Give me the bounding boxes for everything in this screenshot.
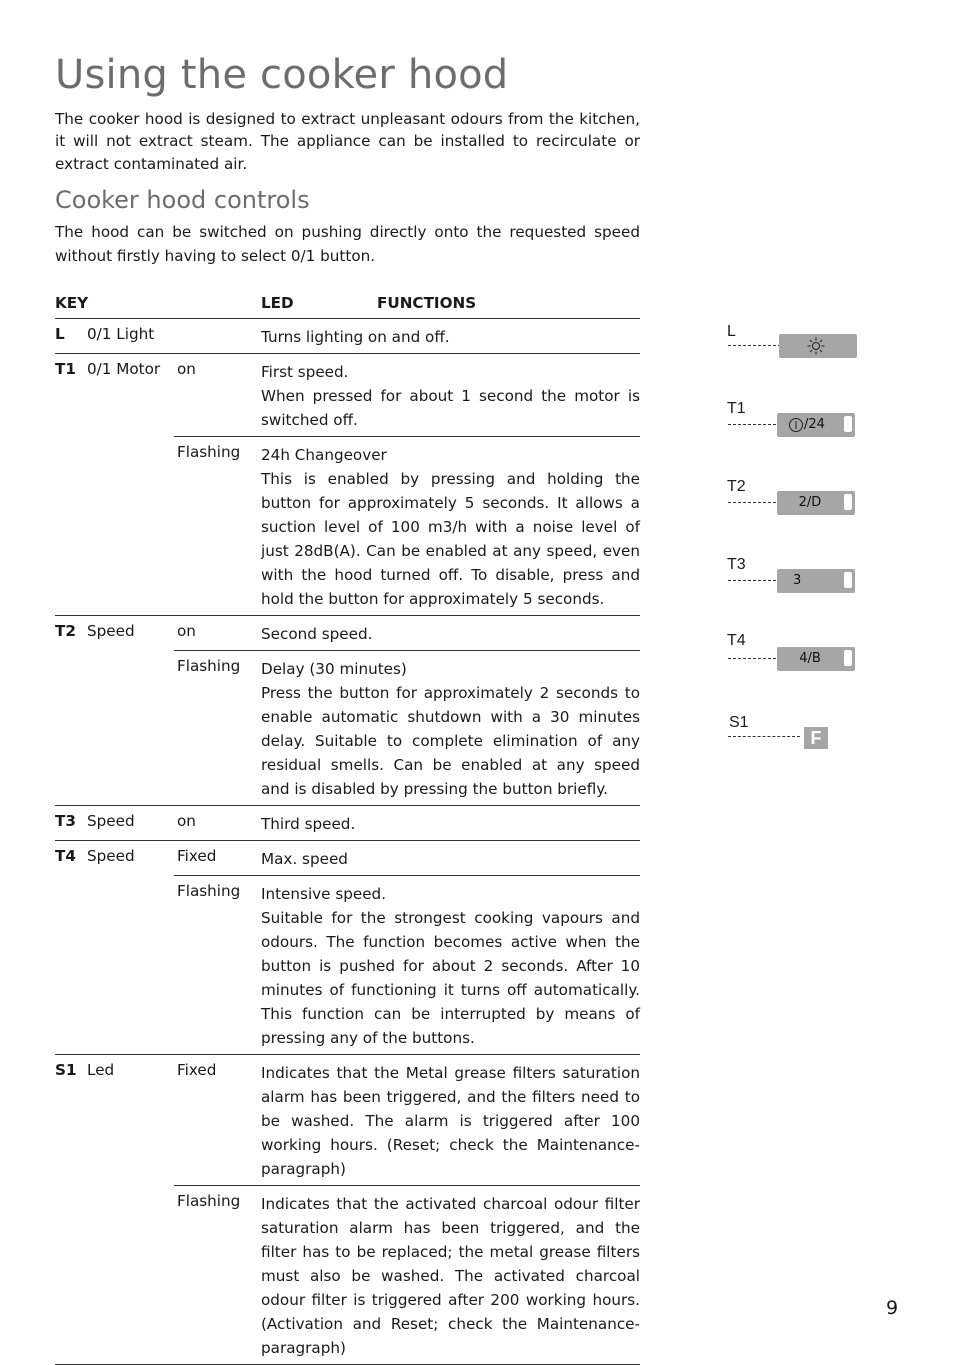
- key-name: 0/1 Light: [87, 325, 155, 343]
- table-row: [55, 841, 640, 1055]
- key-code: T2: [55, 622, 76, 640]
- table-entry: [174, 1186, 640, 1364]
- function-text: Second speed.: [261, 625, 373, 643]
- led-state: Fixed: [177, 1061, 217, 1079]
- table-entry: [55, 319, 640, 353]
- function-text: Third speed.: [261, 815, 356, 833]
- key-cell: [55, 622, 135, 640]
- button-text: 3: [793, 573, 802, 588]
- key-name: Led: [87, 1061, 115, 1079]
- panel-label: S1: [729, 714, 749, 731]
- key-code: T1: [55, 360, 76, 378]
- function-text: Delay (30 minutes) Press the button for approximately 2 seconds to enable automatic shutdown with a 30 minutes delay. Suitable to complete elimination of any residual smells. Can be enabled at any speed and is disabled by pressing the button briefly.: [261, 660, 640, 798]
- panel-label: L: [727, 323, 736, 340]
- table-header: [55, 290, 640, 319]
- panel-row-t1: [720, 400, 870, 430]
- panel-label: T2: [727, 478, 746, 495]
- key-name: 0/1 Motor: [87, 360, 161, 378]
- key-code: L: [55, 325, 65, 343]
- key-cell: [55, 847, 135, 865]
- table-entry: [174, 616, 640, 651]
- panel-row-t2: [720, 478, 870, 508]
- leader-line: [728, 736, 800, 737]
- table-entry: [174, 841, 640, 876]
- key-name: Speed: [87, 812, 135, 830]
- header-functions: FUNCTIONS: [377, 294, 477, 312]
- light-bulb-icon: [807, 337, 825, 355]
- table-entry: [174, 437, 640, 615]
- function-text: Max. speed: [261, 850, 348, 868]
- table-entry: [174, 876, 640, 1054]
- led-state: Flashing: [177, 443, 241, 461]
- led-indicator: [844, 572, 852, 588]
- function-text: Turns lighting on and off.: [261, 328, 450, 346]
- led-state: Fixed: [177, 847, 217, 865]
- key-code: S1: [55, 1061, 77, 1079]
- speed-2-button[interactable]: [777, 491, 855, 515]
- led-indicator: [844, 650, 852, 666]
- led-indicator: [844, 416, 852, 432]
- table-row: [55, 354, 640, 616]
- table-entry: [174, 806, 640, 840]
- filter-led-indicator: F: [804, 727, 828, 749]
- table-entry: [174, 354, 640, 437]
- header-key: KEY: [55, 294, 89, 312]
- table-row: [55, 806, 640, 841]
- led-state: Flashing: [177, 882, 241, 900]
- key-cell: [55, 1061, 114, 1079]
- panel-label: T4: [727, 632, 746, 649]
- page-title: Using the cooker hood: [55, 52, 509, 98]
- panel-label: T1: [727, 400, 746, 417]
- led-state: on: [177, 622, 196, 640]
- key-cell: [55, 812, 135, 830]
- controls-table: [55, 290, 640, 1365]
- function-text: 24h Changeover This is enabled by pressing and holding the button for approximately 5 seconds. It allows a suction level of 100 m3/h with a noise level of just 28dB(A). Can be enabled at any speed, even with the hood turned off. To disable, press and hold the button for approximately 5 seconds.: [261, 446, 640, 608]
- key-code: T3: [55, 812, 76, 830]
- table-row: [55, 319, 640, 354]
- header-led: LED: [261, 294, 294, 312]
- table-entry: [174, 651, 640, 805]
- controls-paragraph: The hood can be switched on pushing directly onto the requested speed without firstly having to select 0/1 button.: [55, 223, 640, 265]
- button-text: 2/D: [798, 495, 822, 510]
- panel-row-s1: [720, 714, 870, 748]
- panel-row-t4: [720, 632, 870, 666]
- panel-row-t3: [720, 556, 870, 586]
- section-title: Cooker hood controls: [55, 186, 310, 214]
- table-row: [55, 1055, 640, 1365]
- button-text: 4/B: [799, 651, 821, 666]
- function-text: Intensive speed. Suitable for the strongest cooking vapours and odours. The function becomes active when the button is pushed for about 2 seconds. After 10 minutes of functioning it turns off automatically. This function can be interrupted by means of pressing any of the buttons.: [261, 885, 640, 1047]
- light-button[interactable]: [779, 334, 857, 358]
- table-row: [55, 616, 640, 806]
- led-state: Flashing: [177, 1192, 241, 1210]
- button-text: /24: [804, 417, 825, 432]
- function-text: First speed. When pressed for about 1 second the motor is switched off.: [261, 363, 640, 429]
- function-text: Indicates that the activated charcoal odour filter saturation alarm has been triggered, and the filter has to be replaced; the metal grease filters must also be washed. The activated charcoal odour filter is triggered after 200 working hours. (Activation and Reset; check the Maintenance-paragraph): [261, 1195, 640, 1357]
- panel-row-l: [720, 323, 870, 353]
- control-panel-diagram: [720, 320, 870, 760]
- key-cell: [55, 360, 160, 378]
- led-indicator: [844, 494, 852, 510]
- led-state: on: [177, 360, 196, 378]
- panel-label: T3: [727, 556, 746, 573]
- function-text: Indicates that the Metal grease filters saturation alarm has been triggered, and the filters need to be washed. The alarm is triggered after 100 working hours. (Reset; check the Maintenance-paragraph): [261, 1064, 640, 1178]
- intro-paragraph: The cooker hood is designed to extract unpleasant odours from the kitchen, it will not extract steam. The appliance can be installed to recirculate or extract contaminated air.: [55, 110, 640, 173]
- key-code: T4: [55, 847, 76, 865]
- led-state: Flashing: [177, 657, 241, 675]
- key-name: Speed: [87, 847, 135, 865]
- leader-line: [728, 345, 786, 346]
- speed-3-button[interactable]: [777, 569, 855, 593]
- led-state: on: [177, 812, 196, 830]
- motor-button[interactable]: [777, 413, 855, 437]
- speed-4-button[interactable]: [777, 647, 855, 671]
- table-entry: [174, 1055, 640, 1186]
- power-icon: [788, 417, 804, 433]
- page-number: 9: [886, 1297, 899, 1319]
- key-name: Speed: [87, 622, 135, 640]
